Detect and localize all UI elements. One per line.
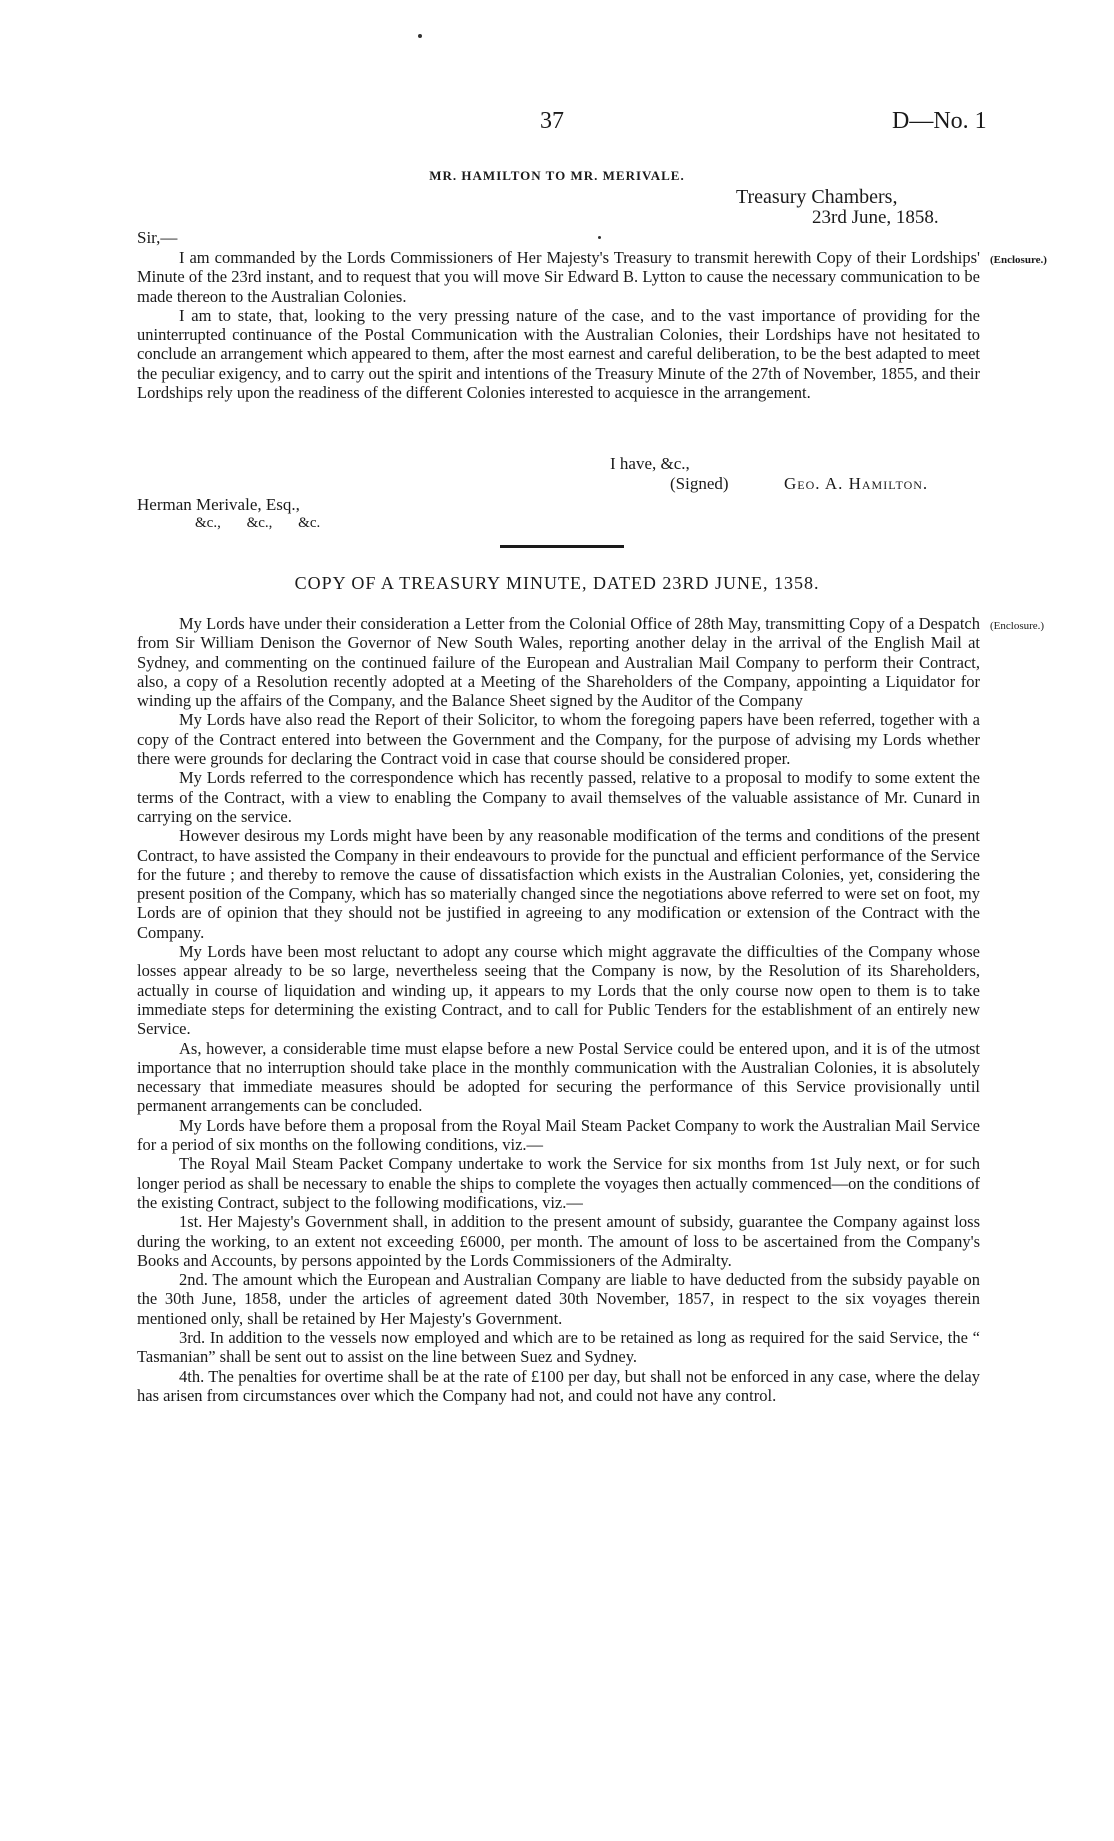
- letter-heading: MR. HAMILTON TO MR. MERIVALE.: [429, 168, 685, 183]
- minute-paragraph: As, however, a considerable time must elapse before a new Postal Service could be entered upon, and it is of the utmost importance that no interruption should take place in the monthly communication with the Australian Colonies, it is absolutely necessary that immediate measures should be adopted for securing the performance of this Service provisionally until permanent arrangements can be concluded.: [137, 1038, 980, 1116]
- letter-closing: I have, &c.,: [610, 454, 690, 473]
- margin-note-enclosure: (Enclosure.): [990, 620, 1045, 632]
- minute-paragraph: However desirous my Lords might have been by any reasonable modification of the terms and conditions of the present Contract, to have assisted the Company in their endeavours to provide for the punctual and efficient performance of the Service for the future ; and thereby to remove the cause of dissatisfaction which exists in the Australian Colonies, yet, considering the present position of the Company, which has so materially changed since the negotiations above referred to were set on foot, my Lords are of opinion that they should not be justified in agreeing to any modification or extension of the Contract with the Company.: [137, 826, 980, 942]
- minute-paragraph: My Lords have before them a proposal from the Royal Mail Steam Packet Company to work the Australian Mail Service for a period of six months on the following conditions, viz.—: [137, 1115, 980, 1155]
- ink-speck: [418, 34, 422, 38]
- salutation: Sir,—: [137, 228, 178, 247]
- signed-label: (Signed): [670, 474, 729, 493]
- minute-paragraph: 3rd. In addition to the vessels now employed and which are to be retained as long as required for the said Service, the “ Tasmanian” shall be sent out to assist on the line between Suez and Sydney.: [137, 1327, 980, 1367]
- letter-paragraph: I am commanded by the Lords Commissioners of Her Majesty's Treasury to transmit herewith Copy of their Lordships' Minute of the 23rd instant, and to request that you will move Sir Edward B. Lytton to cause the necessary communication to be made thereon to the Australian Colonies.: [137, 248, 980, 306]
- minute-title: COPY OF A TREASURY MINUTE, DATED 23RD JUNE, 1358.: [294, 573, 820, 593]
- ink-speck: [598, 236, 601, 239]
- minute-paragraph: The Royal Mail Steam Packet Company undertake to work the Service for six months from 1st July next, or for such longer period as shall be necessary to enable the ships to complete the voyages then actually commenced—on the conditions of the existing Contract, subject to the following modifications, viz.—: [137, 1154, 980, 1212]
- minute-body: [137, 614, 980, 1405]
- letter-paragraph: I am to state, that, looking to the very pressing nature of the case, and to the vast importance of providing for the uninterrupted continuance of the Postal Communication with the Australian Colonies, their Lordships have not hesitated to conclude an arrangement which appeared to them, after the most earnest and careful deliberation, to be the best adapted to meet the peculiar exigency, and to carry out the spirit and intentions of the Treasury Minute of the 27th of November, 1855, and their Lordships rely upon the readiness of the different Colonies interested to acquiesce in the arrangement.: [137, 305, 980, 403]
- minute-paragraph: My Lords referred to the correspondence which has recently passed, relative to a proposal to modify to some extent the terms of the Contract, with a view to enabling the Company to avail themselves of the valuable assistance of Mr. Cunard in carrying on the service.: [137, 768, 980, 826]
- letter-body: [137, 248, 980, 402]
- minute-paragraph: My Lords have under their consideration a Letter from the Colonial Office of 28th May, transmitting Copy of a Despatch from Sir William Denison the Governor of New South Wales, reporting another delay in the arrival of the English Mail at Sydney, and commenting on the continued failure of the European and Australian Mail Company to perform their Contract, also, a copy of a Resolution recently adopted at a Meeting of the Shareholders of the Company, appointing a Liquidator for winding up the affairs of the Company, and the Balance Sheet signed by the Auditor of the Company: [137, 614, 980, 711]
- addressee-etc: &c., &c., &c.: [195, 515, 321, 531]
- minute-paragraph: 2nd. The amount which the European and Australian Company are liable to have deducted from the subsidy payable on the 30th June, 1858, under the articles of agreement dated 30th November, 1857, in respect to the six voyages therein mentioned only, shall be retained by Her Majesty's Government.: [137, 1270, 980, 1328]
- addressee: Herman Merivale, Esq.,: [137, 495, 300, 514]
- letter-place: Treasury Chambers,: [736, 186, 898, 208]
- minute-paragraph: My Lords have been most reluctant to adopt any course which might aggravate the difficulties of the Company whose losses appear already to be so large, nevertheless seeing that the Company is now, by the Resolution of its Shareholders, actually in course of liquidation and winding up, it appears to my Lords that the only course now open to them is to take immediate steps for determining the existing Contract, and to call for Public Tenders for the establishment of an entirely new Service.: [137, 942, 980, 1039]
- minute-paragraph: 1st. Her Majesty's Government shall, in addition to the present amount of subsidy, guarantee the Company against loss during the working, to an extent not exceeding £6000, per month. The amount of loss to be ascertained from the Company's Books and Accounts, by persons appointed by the Lords Commissioners of the Admiralty.: [137, 1212, 980, 1270]
- minute-paragraph: 4th. The penalties for overtime shall be at the rate of £100 per day, but shall not be enforced in any case, where the delay has arisen from circumstances over which the Company had not, and could not have any control.: [137, 1366, 980, 1405]
- page-number: 37: [540, 108, 564, 134]
- section-divider: [500, 545, 624, 548]
- document-reference: D—No. 1: [892, 108, 987, 134]
- minute-paragraph: My Lords have also read the Report of their Solicitor, to whom the foregoing papers have been referred, together with a copy of the Contract entered into between the Government and the Company, for the purpose of advising my Lords whether there were grounds for declaring the Contract void in case that course should be considered proper.: [137, 710, 980, 769]
- margin-note-enclosure: (Enclosure.): [990, 254, 1047, 266]
- letter-date: 23rd June, 1858.: [812, 207, 939, 228]
- signature: Geo. A. Hamilton.: [784, 474, 929, 493]
